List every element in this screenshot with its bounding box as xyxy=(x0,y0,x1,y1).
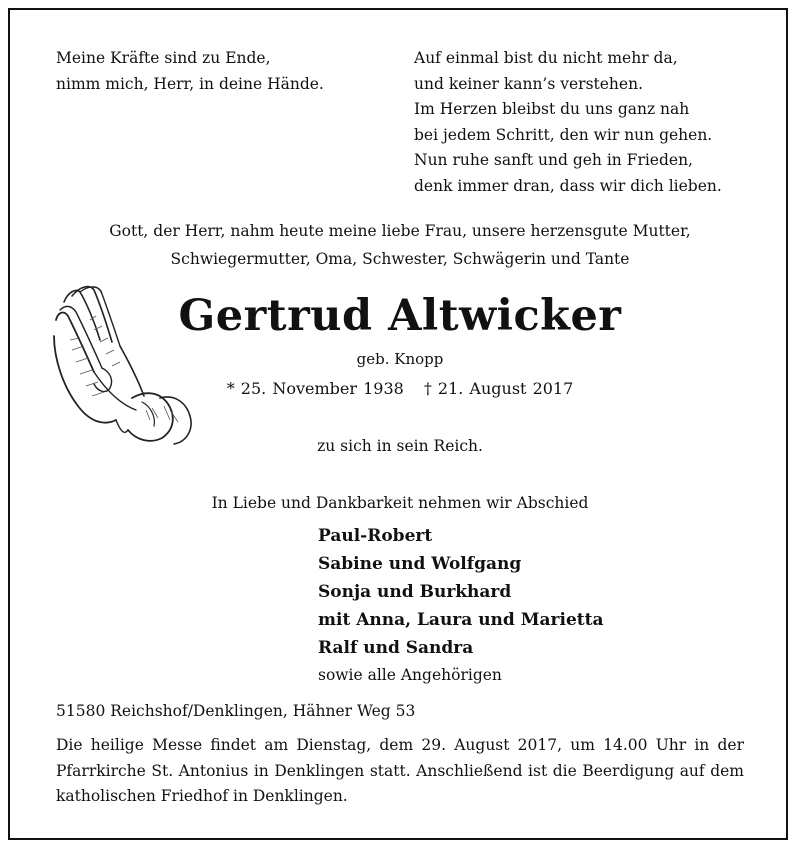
relatives-text: sowie alle Angehörigen xyxy=(318,666,502,684)
farewell-text: In Liebe und Dankbarkeit nehmen wir Abschied xyxy=(211,494,589,512)
death-date: † 21. August 2017 xyxy=(423,379,574,398)
life-dates xyxy=(0,379,800,398)
intro-text xyxy=(0,217,800,273)
family-member: Paul-Robert xyxy=(318,526,433,546)
family-list xyxy=(318,522,604,688)
verse-line: und keiner kann’s verstehen. xyxy=(414,74,643,93)
family-member: Sonja und Burkhard xyxy=(318,582,512,602)
address: 51580 Reichshof/Denklingen, Hähner Weg 53 xyxy=(56,702,416,720)
verse-right xyxy=(414,46,722,199)
birth-date: * 25. November 1938 xyxy=(226,379,404,398)
verse-line: bei jedem Schritt, den wir nun gehen. xyxy=(414,125,713,144)
reich-text: zu sich in sein Reich. xyxy=(317,437,483,455)
verse-left xyxy=(56,46,324,97)
verse-line: Im Herzen bleibst du uns ganz nah xyxy=(414,100,690,118)
verse-line: nimm mich, Herr, in deine Hände. xyxy=(56,74,324,93)
verse-line: Auf einmal bist du nicht mehr da, xyxy=(414,49,678,67)
birth-name: geb. Knopp xyxy=(356,350,444,368)
mass-info: Die heilige Messe findet am Dienstag, dem 29. August 2017, um 14.00 Uhr in der Pfarrkirche St. Antonius in Denklingen statt. Anschließend ist die Beerdigung auf dem katholischen Friedhof in Denklingen. xyxy=(56,736,744,805)
intro-line: Schwiegermutter, Oma, Schwester, Schwägerin und Tante xyxy=(170,250,630,268)
verse-line: Meine Kräfte sind zu Ende, xyxy=(56,49,271,67)
intro-line: Gott, der Herr, nahm heute meine liebe Frau, unsere herzensgute Mutter, xyxy=(109,222,691,240)
family-member: Ralf und Sandra xyxy=(318,638,474,658)
deceased-name: Gertrud Altwicker xyxy=(178,291,622,341)
family-member: Sabine und Wolfgang xyxy=(318,554,522,574)
family-member: mit Anna, Laura und Marietta xyxy=(318,610,604,630)
verse-line: denk immer dran, dass wir dich lieben. xyxy=(414,176,722,195)
verse-line: Nun ruhe sanft und geh in Frieden, xyxy=(414,151,693,169)
